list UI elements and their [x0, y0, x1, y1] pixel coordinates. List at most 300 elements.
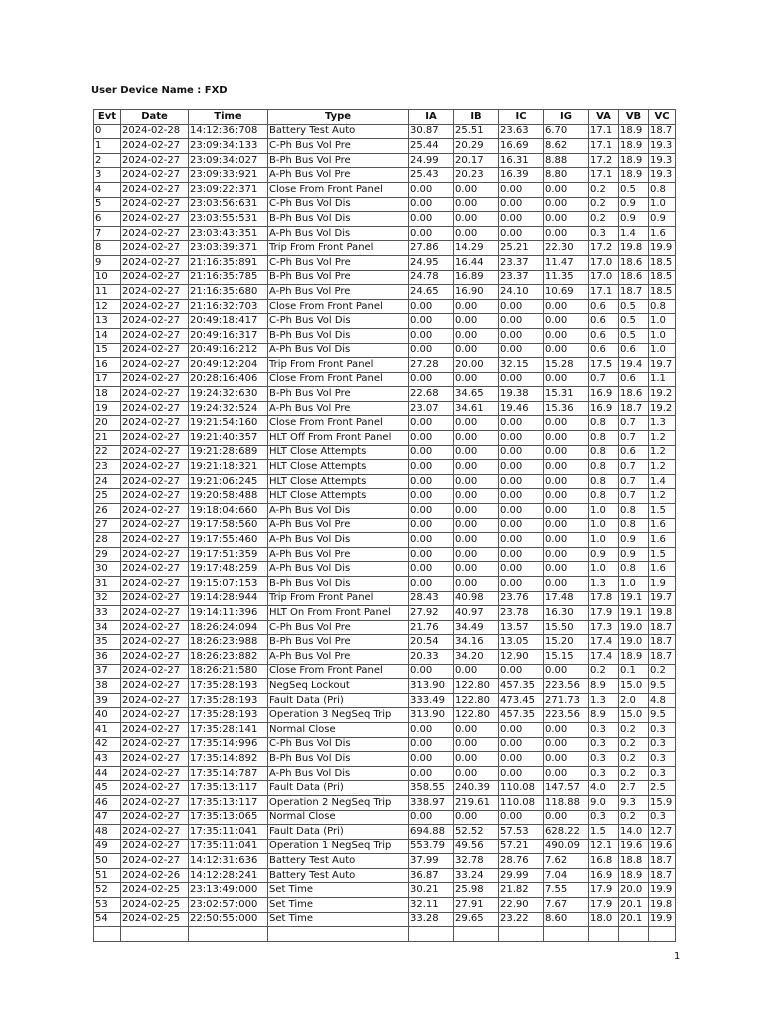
- table-cell: 0.00: [499, 533, 544, 548]
- table-cell: 8.9: [589, 679, 619, 694]
- table-cell: 0.7: [619, 489, 649, 504]
- table-cell: 14: [94, 328, 121, 343]
- table-cell: 23:03:56:631: [189, 197, 268, 212]
- table-cell: A-Ph Bus Vol Dis: [268, 562, 409, 577]
- table-cell: 2024-02-27: [121, 474, 189, 489]
- table-cell: 0.00: [544, 416, 589, 431]
- table-row: [94, 912, 676, 927]
- table-cell: C-Ph Bus Vol Dis: [268, 314, 409, 329]
- table-cell: 0.00: [454, 752, 499, 767]
- table-cell: 7.55: [544, 883, 589, 898]
- table-cell: 110.08: [499, 795, 544, 810]
- table-header-row: [94, 110, 676, 125]
- table-cell: 0.00: [499, 722, 544, 737]
- table-cell: 17:35:13:065: [189, 810, 268, 825]
- table-cell: 17.1: [589, 168, 619, 183]
- table-row: [94, 781, 676, 796]
- table-cell: 6: [94, 212, 121, 227]
- table-cell: 0.8: [589, 474, 619, 489]
- table-cell: 2024-02-27: [121, 722, 189, 737]
- table-cell: 0.2: [589, 212, 619, 227]
- table-cell: 0.00: [499, 504, 544, 519]
- table-row: [94, 825, 676, 840]
- table-cell: 15.9: [649, 795, 676, 810]
- table-cell: 45: [94, 781, 121, 796]
- table-cell: 0.00: [499, 577, 544, 592]
- table-cell: 0.7: [619, 460, 649, 475]
- table-cell: 19:21:40:357: [189, 431, 268, 446]
- table-cell: 1.3: [589, 693, 619, 708]
- table-cell: 37: [94, 664, 121, 679]
- table-cell: 18.9: [619, 124, 649, 139]
- table-cell: 2.0: [619, 693, 649, 708]
- table-cell: Battery Test Auto: [268, 124, 409, 139]
- table-cell: 38: [94, 679, 121, 694]
- table-row: [94, 328, 676, 343]
- table-cell: 17:35:28:193: [189, 679, 268, 694]
- table-cell: 47: [94, 810, 121, 825]
- column-header: IB: [454, 110, 499, 125]
- table-cell: 18.0: [589, 912, 619, 927]
- table-cell: 23.37: [499, 270, 544, 285]
- table-cell: 54: [94, 912, 121, 927]
- table-cell: 49: [94, 839, 121, 854]
- table-cell: 1.2: [649, 431, 676, 446]
- table-cell: 36.87: [409, 868, 454, 883]
- table-cell: 0.00: [454, 431, 499, 446]
- table-cell: 33.28: [409, 912, 454, 927]
- table-cell: [649, 927, 676, 942]
- table-cell: 40.97: [454, 606, 499, 621]
- table-cell: HLT Close Attempts: [268, 489, 409, 504]
- table-cell: 2024-02-27: [121, 766, 189, 781]
- table-cell: 0.00: [544, 445, 589, 460]
- table-cell: 0.3: [649, 737, 676, 752]
- table-row: [94, 270, 676, 285]
- table-cell: 21:16:32:703: [189, 299, 268, 314]
- table-cell: B-Ph Bus Vol Pre: [268, 387, 409, 402]
- table-cell: 0.00: [409, 722, 454, 737]
- table-cell: 23:09:34:133: [189, 139, 268, 154]
- table-cell: 0.8: [589, 416, 619, 431]
- table-row: [94, 489, 676, 504]
- table-cell: 20: [94, 416, 121, 431]
- table-cell: 17:35:28:193: [189, 693, 268, 708]
- table-cell: 52: [94, 883, 121, 898]
- table-row: [94, 693, 676, 708]
- table-cell: 27.92: [409, 606, 454, 621]
- table-cell: 30.87: [409, 124, 454, 139]
- table-cell: 13: [94, 314, 121, 329]
- table-cell: 19.8: [619, 241, 649, 256]
- table-cell: 20.1: [619, 912, 649, 927]
- column-header: IC: [499, 110, 544, 125]
- table-cell: 9.5: [649, 679, 676, 694]
- table-cell: 0.00: [409, 533, 454, 548]
- table-cell: 18:26:23:882: [189, 649, 268, 664]
- table-cell: 2024-02-27: [121, 839, 189, 854]
- table-cell: 223.56: [544, 679, 589, 694]
- table-cell: 2024-02-27: [121, 153, 189, 168]
- table-cell: Battery Test Auto: [268, 868, 409, 883]
- table-cell: B-Ph Bus Vol Pre: [268, 153, 409, 168]
- table-cell: 2024-02-27: [121, 197, 189, 212]
- table-cell: 17.4: [589, 649, 619, 664]
- table-cell: 7.67: [544, 898, 589, 913]
- table-cell: 271.73: [544, 693, 589, 708]
- table-cell: 2024-02-27: [121, 285, 189, 300]
- table-row: [94, 445, 676, 460]
- table-cell: 51: [94, 868, 121, 883]
- table-cell: 34.20: [454, 649, 499, 664]
- table-cell: 25.98: [454, 883, 499, 898]
- table-cell: 0.00: [454, 766, 499, 781]
- table-cell: 16.8: [589, 854, 619, 869]
- table-cell: 2024-02-27: [121, 679, 189, 694]
- table-cell: 17.0: [589, 270, 619, 285]
- table-cell: 2024-02-25: [121, 883, 189, 898]
- table-cell: [409, 927, 454, 942]
- table-cell: 0.00: [499, 518, 544, 533]
- table-cell: 0.00: [499, 664, 544, 679]
- table-cell: 17:35:13:117: [189, 795, 268, 810]
- table-cell: 20.54: [409, 635, 454, 650]
- table-cell: 0.00: [544, 299, 589, 314]
- table-cell: 8.80: [544, 168, 589, 183]
- table-cell: 20:49:16:317: [189, 328, 268, 343]
- table-cell: 23:02:57:000: [189, 898, 268, 913]
- table-cell: 16.9: [589, 868, 619, 883]
- table-cell: 17:35:14:787: [189, 766, 268, 781]
- table-cell: 0.00: [544, 197, 589, 212]
- table-cell: 0.3: [649, 722, 676, 737]
- table-cell: 0.00: [409, 328, 454, 343]
- table-row: [94, 212, 676, 227]
- table-cell: 0.00: [454, 518, 499, 533]
- table-cell: 21:16:35:785: [189, 270, 268, 285]
- table-cell: 19.1: [619, 606, 649, 621]
- table-cell: 26: [94, 504, 121, 519]
- table-cell: 40.98: [454, 591, 499, 606]
- table-cell: 20.1: [619, 898, 649, 913]
- table-cell: 24.95: [409, 255, 454, 270]
- table-cell: A-Ph Bus Vol Pre: [268, 649, 409, 664]
- table-cell: 11.35: [544, 270, 589, 285]
- table-cell: 1.0: [619, 577, 649, 592]
- table-cell: Fault Data (Pri): [268, 781, 409, 796]
- table-cell: 223.56: [544, 708, 589, 723]
- table-cell: 1.0: [589, 562, 619, 577]
- table-cell: 122.80: [454, 693, 499, 708]
- table-cell: 23:03:39:371: [189, 241, 268, 256]
- table-cell: 0.00: [454, 577, 499, 592]
- table-cell: 2024-02-27: [121, 343, 189, 358]
- table-cell: 0.00: [544, 343, 589, 358]
- table-cell: HLT Close Attempts: [268, 460, 409, 475]
- table-cell: 24: [94, 474, 121, 489]
- table-cell: 0.00: [409, 226, 454, 241]
- table-cell: 2024-02-26: [121, 868, 189, 883]
- table-cell: 31: [94, 577, 121, 592]
- table-cell: 18.7: [649, 854, 676, 869]
- table-row: [94, 547, 676, 562]
- table-row: [94, 299, 676, 314]
- table-cell: 0.2: [619, 810, 649, 825]
- table-cell: 1.6: [649, 533, 676, 548]
- table-cell: 7.04: [544, 868, 589, 883]
- table-cell: 27: [94, 518, 121, 533]
- table-cell: Operation 1 NegSeq Trip: [268, 839, 409, 854]
- table-cell: 16: [94, 358, 121, 373]
- table-cell: 15.50: [544, 620, 589, 635]
- table-cell: 19.3: [649, 139, 676, 154]
- table-cell: 2024-02-28: [121, 124, 189, 139]
- table-cell: 0.00: [454, 547, 499, 562]
- table-cell: 2024-02-27: [121, 212, 189, 227]
- table-cell: 2024-02-27: [121, 328, 189, 343]
- table-cell: 0.00: [499, 547, 544, 562]
- table-cell: 17.3: [589, 620, 619, 635]
- table-cell: 15.28: [544, 358, 589, 373]
- table-cell: Set Time: [268, 912, 409, 927]
- table-cell: 1.4: [619, 226, 649, 241]
- table-cell: 16.9: [589, 401, 619, 416]
- table-cell: 0.2: [619, 737, 649, 752]
- table-cell: 2024-02-27: [121, 489, 189, 504]
- table-cell: 17.5: [589, 358, 619, 373]
- table-cell: C-Ph Bus Vol Dis: [268, 737, 409, 752]
- table-cell: 694.88: [409, 825, 454, 840]
- table-cell: 0.7: [619, 474, 649, 489]
- table-cell: 21.76: [409, 620, 454, 635]
- table-row: [94, 372, 676, 387]
- table-cell: A-Ph Bus Vol Pre: [268, 518, 409, 533]
- table-cell: 0.00: [454, 474, 499, 489]
- table-cell: 12: [94, 299, 121, 314]
- table-cell: 0.00: [454, 562, 499, 577]
- table-body: [94, 124, 676, 942]
- table-cell: B-Ph Bus Vol Dis: [268, 752, 409, 767]
- table-cell: 2.7: [619, 781, 649, 796]
- table-cell: 17.2: [589, 241, 619, 256]
- table-cell: 18.7: [649, 124, 676, 139]
- table-cell: 28: [94, 533, 121, 548]
- table-cell: 7: [94, 226, 121, 241]
- table-cell: 219.61: [454, 795, 499, 810]
- table-row: [94, 416, 676, 431]
- table-row: [94, 708, 676, 723]
- table-cell: 0.2: [619, 766, 649, 781]
- table-cell: 4.0: [589, 781, 619, 796]
- table-cell: 0.7: [619, 431, 649, 446]
- table-cell: Operation 3 NegSeq Trip: [268, 708, 409, 723]
- table-cell: 0.00: [544, 577, 589, 592]
- table-cell: 18.8: [619, 854, 649, 869]
- table-cell: 16.90: [454, 285, 499, 300]
- table-row: [94, 839, 676, 854]
- table-cell: 1.0: [649, 197, 676, 212]
- table-cell: 14:12:31:636: [189, 854, 268, 869]
- table-cell: 25: [94, 489, 121, 504]
- table-cell: 0.00: [499, 372, 544, 387]
- table-cell: 0.00: [409, 343, 454, 358]
- table-row: [94, 255, 676, 270]
- table-cell: 0.00: [454, 226, 499, 241]
- table-cell: 4: [94, 182, 121, 197]
- table-cell: 29.99: [499, 868, 544, 883]
- table-cell: 0.3: [649, 752, 676, 767]
- table-cell: 2024-02-27: [121, 664, 189, 679]
- table-cell: A-Ph Bus Vol Dis: [268, 343, 409, 358]
- table-cell: 2024-02-27: [121, 372, 189, 387]
- table-cell: 19: [94, 401, 121, 416]
- table-cell: 17.1: [589, 139, 619, 154]
- table-cell: 0.3: [649, 810, 676, 825]
- table-cell: Operation 2 NegSeq Trip: [268, 795, 409, 810]
- table-cell: 18.7: [619, 401, 649, 416]
- table-cell: 18.7: [619, 285, 649, 300]
- table-cell: 19.9: [649, 912, 676, 927]
- table-cell: 0.2: [589, 664, 619, 679]
- table-cell: 22.90: [499, 898, 544, 913]
- table-cell: 2024-02-25: [121, 912, 189, 927]
- table-cell: 23: [94, 460, 121, 475]
- table-cell: 19.9: [649, 883, 676, 898]
- table-cell: 0.00: [454, 416, 499, 431]
- table-cell: 20.23: [454, 168, 499, 183]
- table-cell: 1.0: [589, 518, 619, 533]
- table-cell: 28.76: [499, 854, 544, 869]
- table-cell: 19:21:06:245: [189, 474, 268, 489]
- table-cell: 0.00: [454, 445, 499, 460]
- column-header: Time: [189, 110, 268, 125]
- table-cell: C-Ph Bus Vol Pre: [268, 139, 409, 154]
- table-cell: 2024-02-27: [121, 401, 189, 416]
- table-cell: Close From Front Panel: [268, 416, 409, 431]
- table-cell: 15.36: [544, 401, 589, 416]
- table-cell: 0.00: [544, 810, 589, 825]
- table-cell: 2024-02-27: [121, 270, 189, 285]
- table-row: [94, 649, 676, 664]
- table-cell: 23.63: [499, 124, 544, 139]
- table-cell: 0.00: [544, 489, 589, 504]
- table-cell: 19.6: [649, 839, 676, 854]
- table-row: [94, 737, 676, 752]
- table-cell: 24.65: [409, 285, 454, 300]
- table-cell: 12.7: [649, 825, 676, 840]
- table-cell: 2024-02-27: [121, 299, 189, 314]
- table-cell: 23:13:49:000: [189, 883, 268, 898]
- table-cell: 44: [94, 766, 121, 781]
- table-cell: 0.00: [409, 766, 454, 781]
- table-cell: 17.0: [589, 255, 619, 270]
- table-cell: 18.9: [619, 649, 649, 664]
- table-cell: HLT Off From Front Panel: [268, 431, 409, 446]
- table-cell: 0.6: [589, 314, 619, 329]
- table-cell: 20.0: [619, 883, 649, 898]
- table-cell: 25.51: [454, 124, 499, 139]
- table-cell: 19.7: [649, 591, 676, 606]
- table-cell: 1.6: [649, 562, 676, 577]
- table-cell: 0.00: [544, 504, 589, 519]
- table-cell: 46: [94, 795, 121, 810]
- table-cell: 0.00: [409, 197, 454, 212]
- table-cell: 2024-02-27: [121, 693, 189, 708]
- table-cell: 0.5: [619, 314, 649, 329]
- table-cell: 2024-02-27: [121, 795, 189, 810]
- table-cell: 2024-02-27: [121, 708, 189, 723]
- table-cell: 18.7: [649, 868, 676, 883]
- table-cell: 28.43: [409, 591, 454, 606]
- table-cell: 2024-02-27: [121, 314, 189, 329]
- table-cell: 8.9: [589, 708, 619, 723]
- table-cell: Normal Close: [268, 722, 409, 737]
- table-cell: 52.52: [454, 825, 499, 840]
- table-cell: 0.00: [454, 460, 499, 475]
- event-table: [93, 109, 676, 942]
- table-row: [94, 810, 676, 825]
- table-cell: 0.00: [454, 533, 499, 548]
- table-cell: Trip From Front Panel: [268, 241, 409, 256]
- table-cell: 0.5: [619, 182, 649, 197]
- table-cell: 0.00: [409, 577, 454, 592]
- table-row: [94, 124, 676, 139]
- table-row: [94, 343, 676, 358]
- table-cell: 0.8: [589, 489, 619, 504]
- table-cell: 17:35:14:996: [189, 737, 268, 752]
- table-cell: Fault Data (Pri): [268, 825, 409, 840]
- table-cell: 53: [94, 898, 121, 913]
- table-cell: 2024-02-27: [121, 562, 189, 577]
- table-cell: 19.4: [619, 358, 649, 373]
- table-cell: 19.8: [649, 606, 676, 621]
- table-cell: 2024-02-27: [121, 854, 189, 869]
- table-cell: 0.8: [649, 299, 676, 314]
- table-cell: 40: [94, 708, 121, 723]
- table-cell: 21.82: [499, 883, 544, 898]
- table-cell: 628.22: [544, 825, 589, 840]
- table-cell: 0.00: [409, 314, 454, 329]
- table-cell: 2024-02-27: [121, 139, 189, 154]
- table-cell: 0.2: [619, 752, 649, 767]
- column-header: VA: [589, 110, 619, 125]
- table-cell: 17.9: [589, 883, 619, 898]
- table-cell: [121, 927, 189, 942]
- table-cell: 0.6: [589, 328, 619, 343]
- table-cell: 2024-02-27: [121, 810, 189, 825]
- table-cell: 16.9: [589, 387, 619, 402]
- table-cell: 12.90: [499, 649, 544, 664]
- table-cell: 1.2: [649, 445, 676, 460]
- table-cell: 43: [94, 752, 121, 767]
- table-cell: 57.53: [499, 825, 544, 840]
- table-cell: A-Ph Bus Vol Dis: [268, 533, 409, 548]
- table-cell: 0.00: [454, 328, 499, 343]
- table-cell: 358.55: [409, 781, 454, 796]
- table-row: [94, 518, 676, 533]
- table-cell: 2024-02-27: [121, 606, 189, 621]
- table-cell: 0.6: [589, 299, 619, 314]
- table-cell: [544, 927, 589, 942]
- table-cell: 490.09: [544, 839, 589, 854]
- table-cell: 19.2: [649, 387, 676, 402]
- table-cell: 0.00: [499, 314, 544, 329]
- table-cell: 57.21: [499, 839, 544, 854]
- table-cell: 8.62: [544, 139, 589, 154]
- table-cell: 1.0: [649, 328, 676, 343]
- table-cell: 22.30: [544, 241, 589, 256]
- table-cell: 0.3: [589, 737, 619, 752]
